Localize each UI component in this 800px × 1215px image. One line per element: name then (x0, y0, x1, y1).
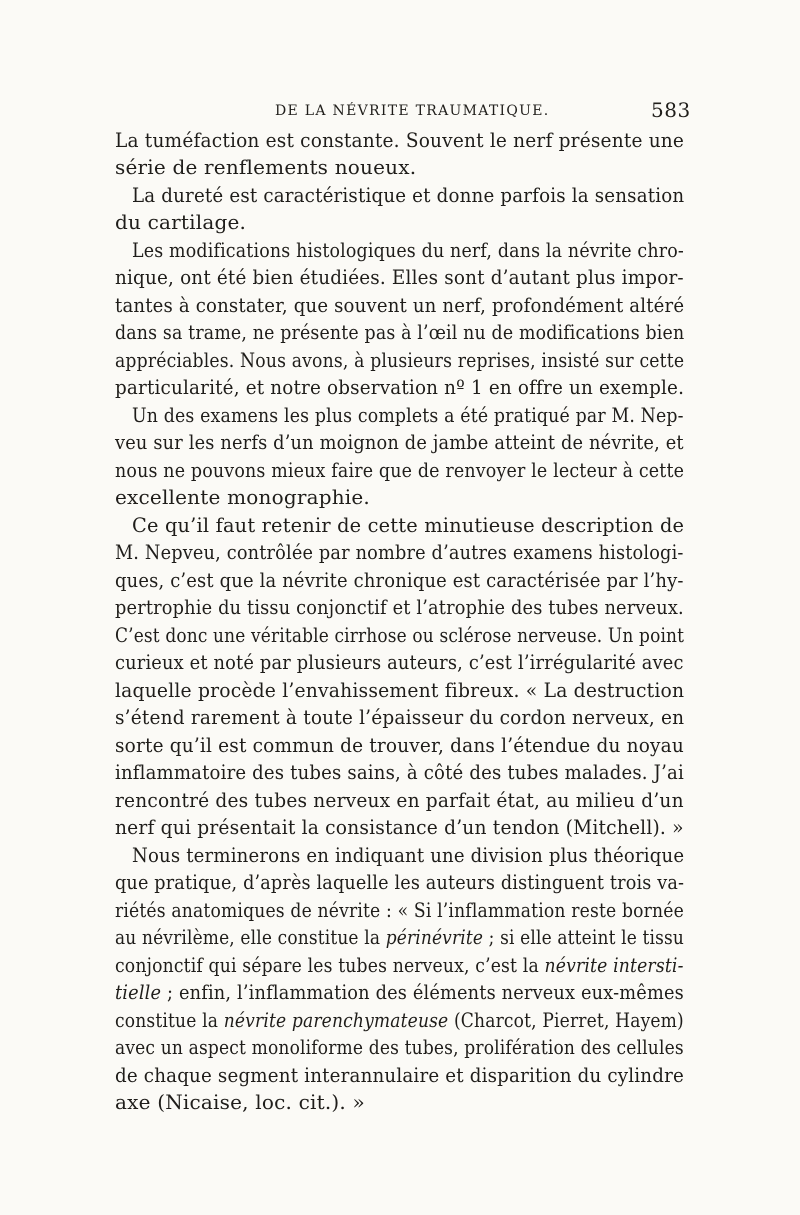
text-line-16: M. Nepveu, contrôlée par nombre d’autres examens histologi- (115, 540, 684, 564)
text-line-29: riétés anatomiques de névrite : « Si l’inflammation reste bornée (115, 898, 684, 922)
text-run: conjonctif qui sépare les tubes nerveux, c’est la (115, 953, 545, 977)
text-line-30 (115, 924, 684, 951)
text-line-6: nique, ont été bien étudiées. Elles sont d’autant plus impor- (115, 265, 684, 289)
italic-term-nevrite-interstitielle: névrite intersti- (544, 953, 684, 977)
text-line-32 (115, 979, 684, 1006)
text-line-35: de chaque segment interannulaire et disparition du cylindre (115, 1063, 684, 1087)
italic-term-tielle: tielle (115, 980, 162, 1004)
text-run: au névrilème, elle constitue la (115, 925, 386, 949)
text-line-5: Les modifications histologiques du nerf, dans la névrite chro- (132, 238, 684, 262)
text-run: ; enfin, l’inflammation des éléments nerveux eux-mêmes (161, 980, 684, 1004)
text-line-10: particularité, et notre observation nº 1 en offre un exemple. (115, 375, 685, 399)
text-line-9: appréciables. Nous avons, à plusieurs reprises, insisté sur cette (115, 348, 685, 372)
text-run: (Charcot, Pierret, Hayem) (448, 1008, 684, 1032)
text-line-17: ques, c’est que la névrite chronique est caractérisée par l’hy- (115, 568, 684, 592)
text-line-22: s’étend rarement à toute l’épaisseur du cordon nerveux, en (115, 705, 685, 729)
text-run: constitue la (115, 1008, 224, 1032)
page-header (0, 98, 800, 126)
italic-term-nevrite-parenchymateuse: névrite parenchymateuse (223, 1008, 449, 1032)
text-line-8: dans sa trame, ne présente pas à l’œil nu de modifications bien (115, 320, 685, 344)
text-line-27: Nous terminerons en indiquant une division plus théorique (132, 843, 685, 867)
text-line-12: veu sur les nerfs d’un moignon de jambe atteint de névrite, et (115, 430, 684, 454)
text-line-25: rencontré des tubes nerveux en parfait état, au milieu d’un (115, 788, 684, 812)
text-line-26: nerf qui présentait la consistance d’un tendon (Mitchell). » (115, 815, 684, 839)
text-line-21: laquelle procède l’envahissement fibreux. « La destruction (115, 678, 685, 702)
text-line-24: inflammatoire des tubes sains, à côté des tubes malades. J’ai (115, 760, 684, 784)
text-line-4: du cartilage. (115, 210, 247, 234)
text-line-18: pertrophie du tissu conjonctif et l’atrophie des tubes nerveux. (115, 595, 684, 619)
text-line-31 (115, 952, 684, 979)
running-head: DE LA NÉVRITE TRAUMATIQUE. (275, 103, 550, 119)
text-line-19: C’est donc une véritable cirrhose ou sclérose nerveuse. Un point (115, 623, 685, 647)
text-line-1: La tuméfaction est constante. Souvent le nerf présente une (115, 128, 685, 152)
text-line-2: série de renflements noueux. (115, 155, 417, 179)
text-line-23: sorte qu’il est commun de trouver, dans l’étendue du noyau (115, 733, 684, 757)
italic-term-perinevrite: périnévrite (385, 925, 484, 949)
text-line-3: La dureté est caractéristique et donne parfois la sensation (132, 183, 685, 207)
text-line-7: tantes à constater, que souvent un nerf, profondément altéré (115, 293, 685, 317)
text-line-28: que pratique, d’après laquelle les auteurs distinguent trois va- (115, 870, 685, 894)
text-line-36: axe (Nicaise, loc. cit.). » (115, 1090, 365, 1114)
text-line-15: Ce qu’il faut retenir de cette minutieuse description de (132, 513, 685, 537)
text-line-11: Un des examens les plus complets a été pratiqué par M. Nep- (132, 403, 684, 427)
text-line-34: avec un aspect monoliforme des tubes, prolifération des cellules (115, 1035, 684, 1059)
page-number: 583 (651, 98, 691, 122)
text-line-14: excellente monographie. (115, 485, 370, 509)
text-line-33 (115, 1007, 684, 1034)
text-line-20: curieux et noté par plusieurs auteurs, c’est l’irrégularité avec (115, 650, 684, 674)
text-run: ; si elle atteint le tissu (483, 925, 685, 949)
text-line-13: nous ne pouvons mieux faire que de renvoyer le lecteur à cette (115, 458, 685, 482)
